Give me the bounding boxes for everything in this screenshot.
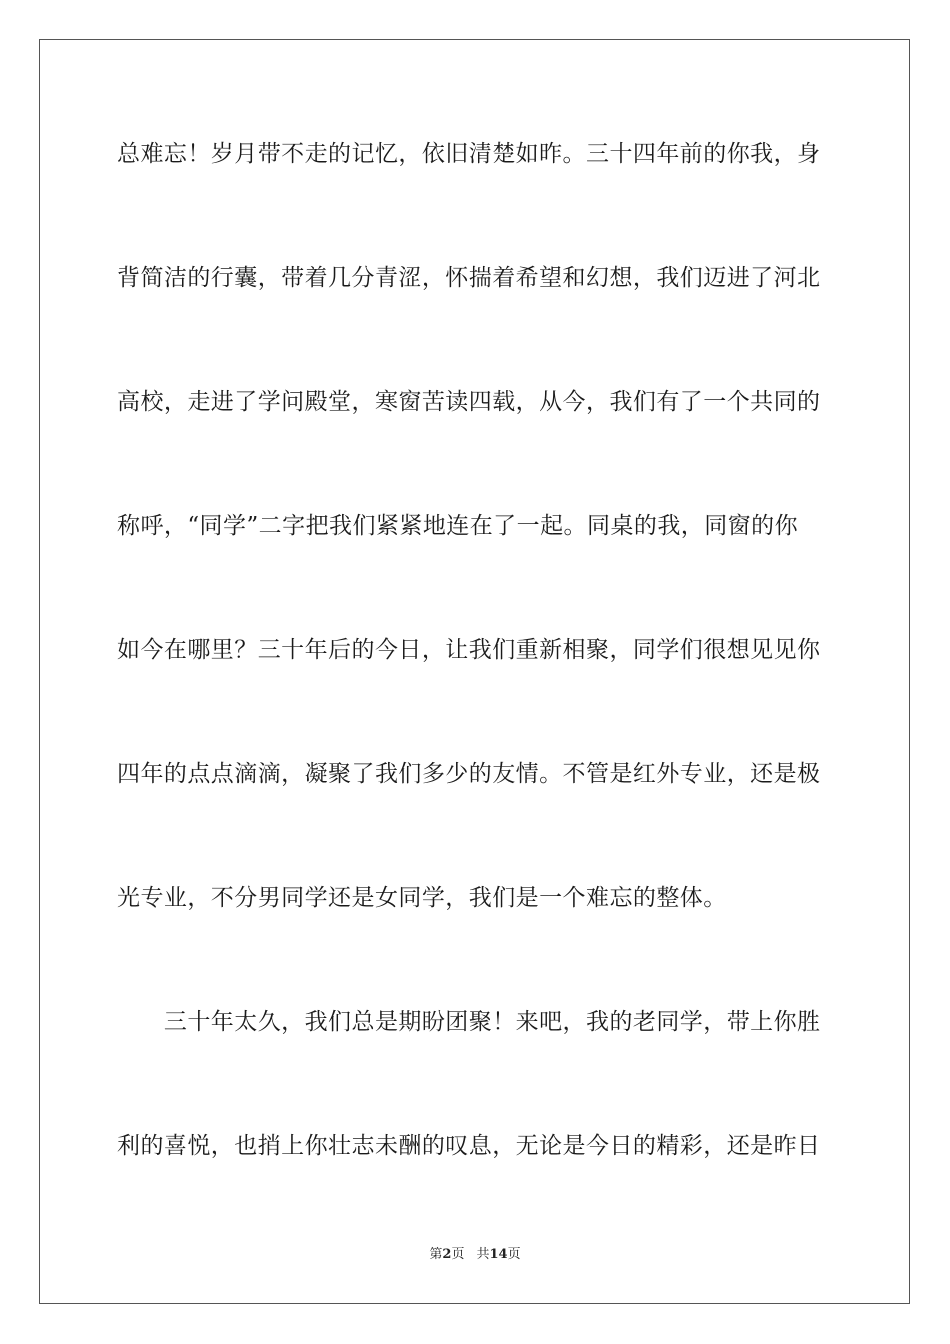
paragraph-line: 四年的点点滴滴，凝聚了我们多少的友情。不管是红外专业，还是极 bbox=[117, 761, 821, 787]
page-border bbox=[39, 39, 910, 1304]
page-label-suffix: 页 bbox=[451, 1247, 465, 1262]
page-number: 2 bbox=[442, 1247, 452, 1262]
paragraph-line: 总难忘！岁月带不走的记忆，依旧清楚如昨。三十四年前的你我，身 bbox=[117, 141, 821, 167]
page-footer bbox=[0, 1246, 950, 1264]
total-label-suffix: 页 bbox=[507, 1247, 521, 1262]
paragraph-line: 三十年太久，我们总是期盼团聚！来吧，我的老同学，带上你胜 bbox=[117, 1009, 821, 1035]
total-pages: 14 bbox=[489, 1247, 508, 1262]
total-label-prefix: 共 bbox=[476, 1247, 490, 1262]
paragraph-line: 高校，走进了学问殿堂，寒窗苦读四载，从今，我们有了一个共同的 bbox=[117, 389, 821, 415]
paragraph-line: 如今在哪里？三十年后的今日，让我们重新相聚，同学们很想见见你 bbox=[117, 637, 821, 663]
paragraph-line: 背简洁的行囊，带着几分青涩，怀揣着希望和幻想，我们迈进了河北 bbox=[117, 265, 821, 291]
paragraph-line: 称呼，“同学”二字把我们紧紧地连在了一起。同桌的我，同窗的你 bbox=[117, 513, 799, 539]
paragraph-line: 光专业，不分男同学还是女同学，我们是一个难忘的整体。 bbox=[117, 885, 727, 911]
page-label-prefix: 第 bbox=[429, 1247, 443, 1262]
paragraph-line: 利的喜悦，也捎上你壮志未酬的叹息，无论是今日的精彩，还是昨日 bbox=[117, 1133, 821, 1159]
